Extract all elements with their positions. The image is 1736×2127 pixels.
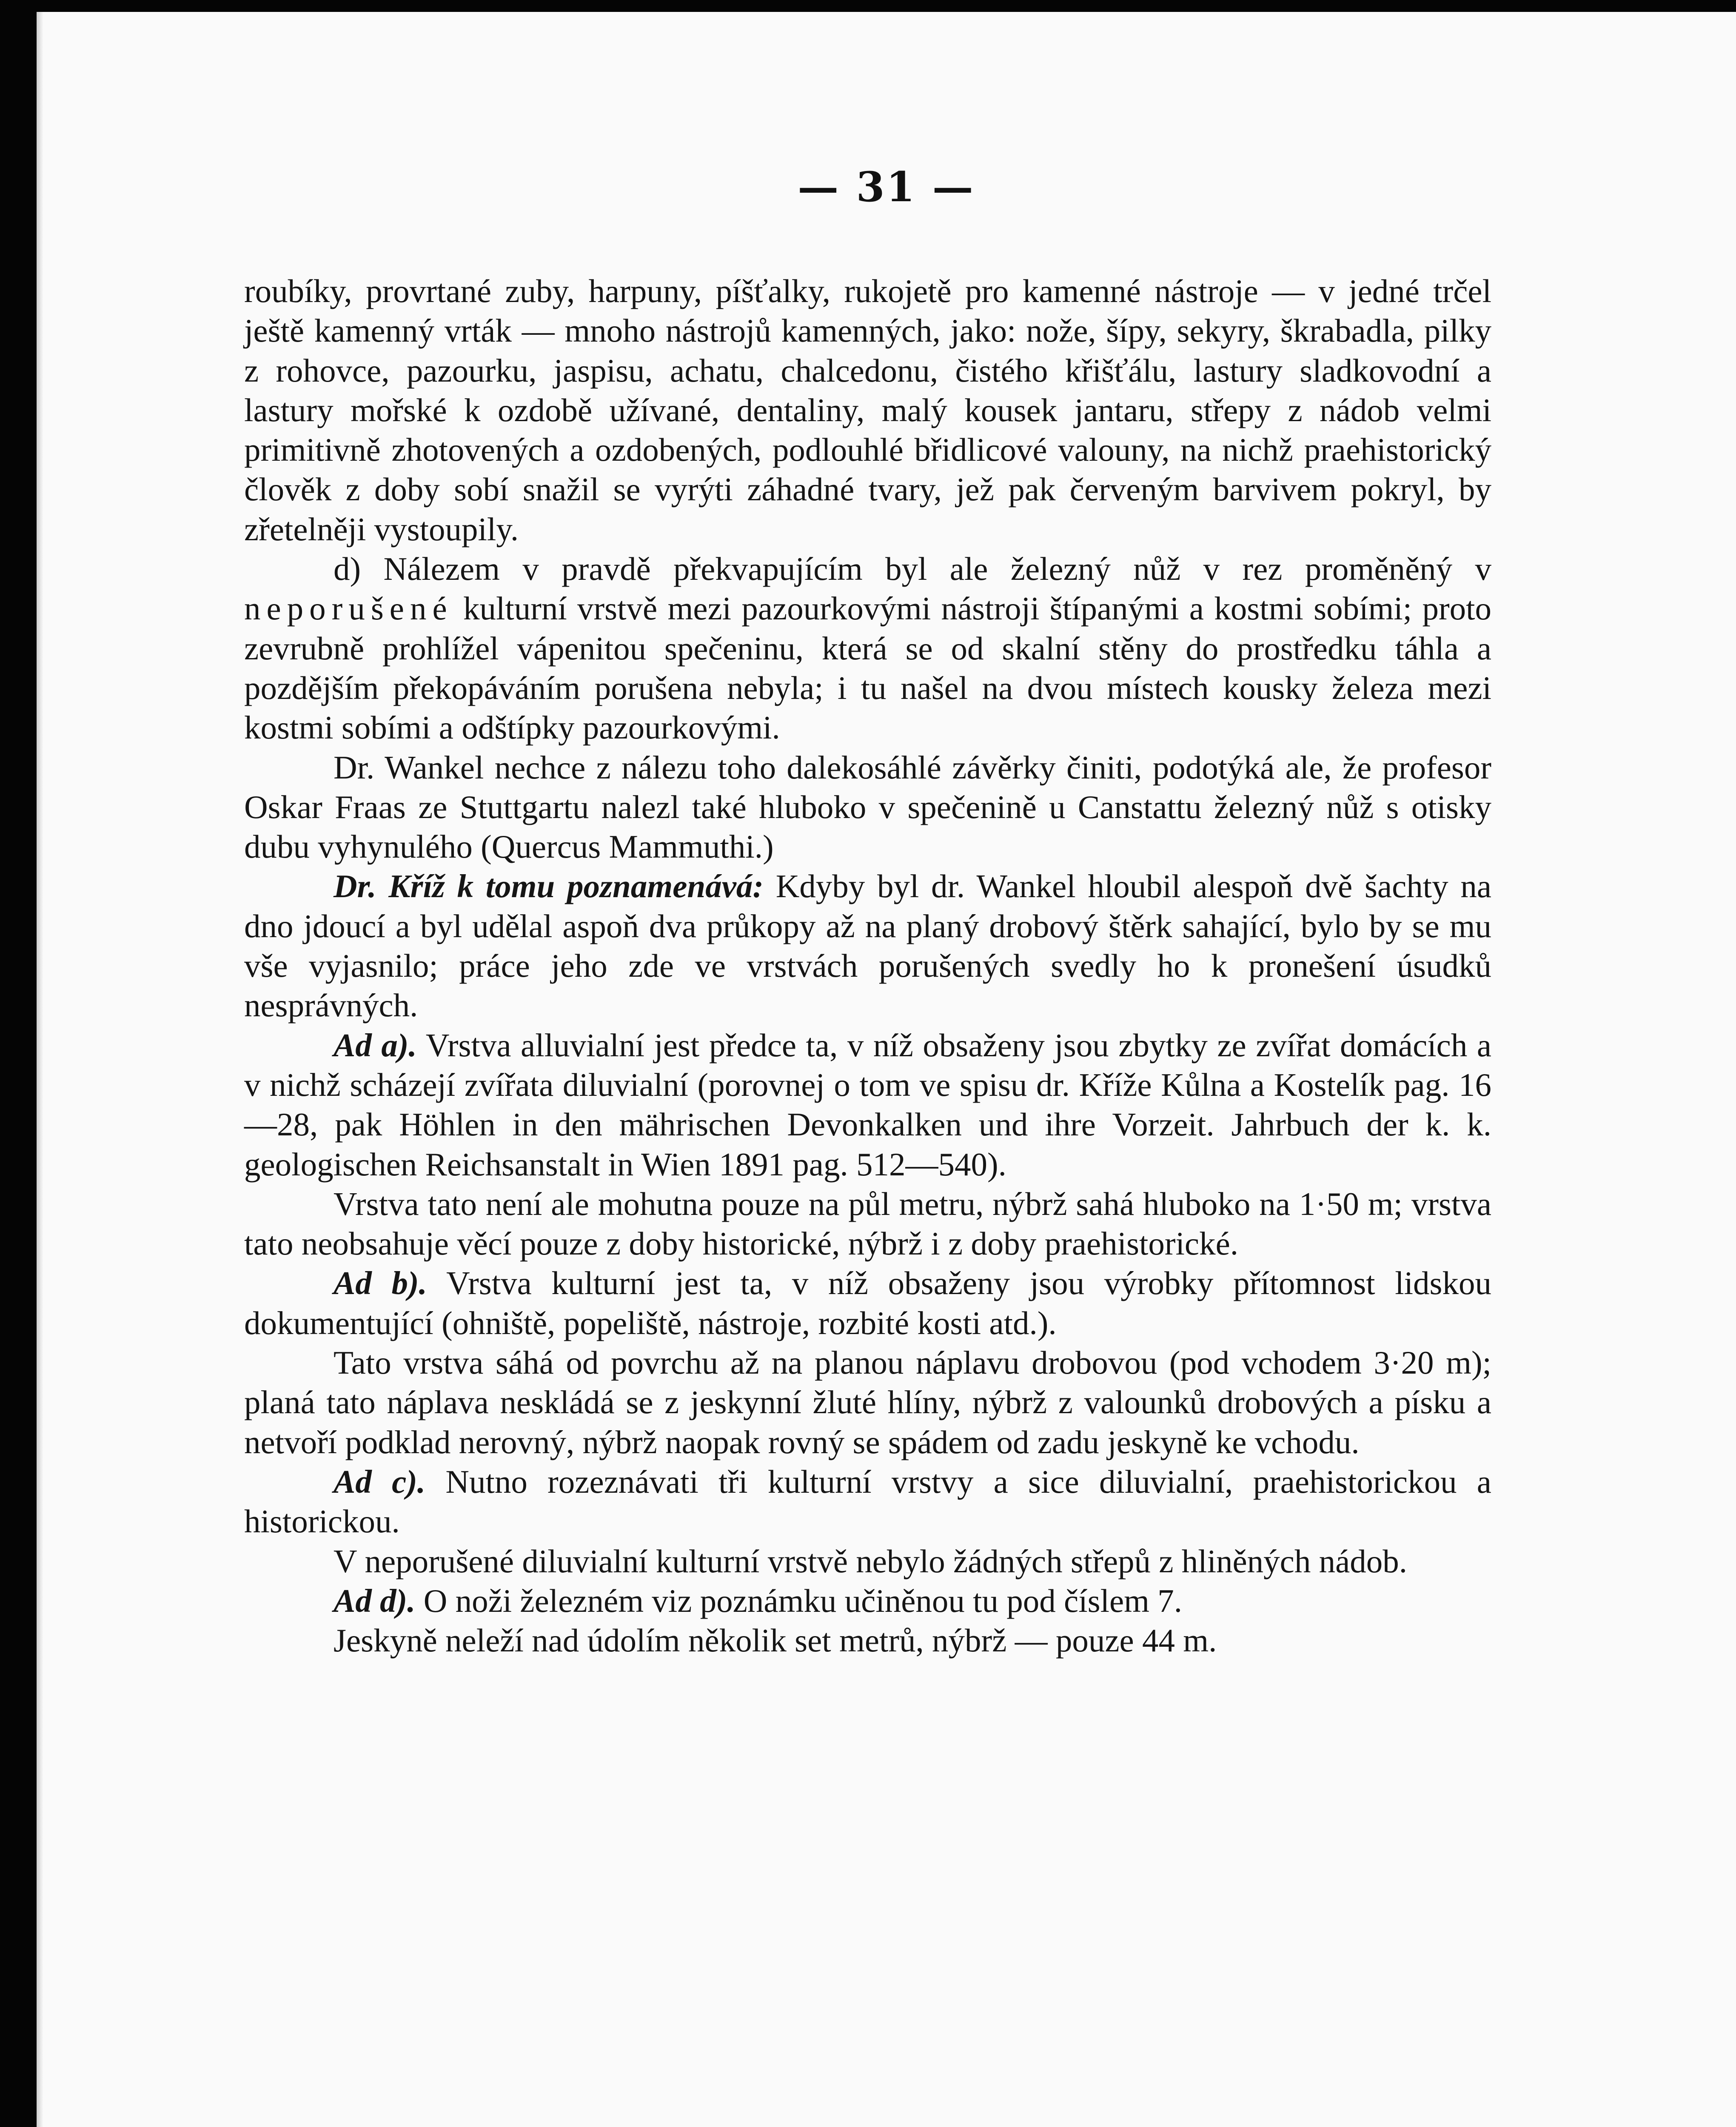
page-edge-shadow [37,12,43,2127]
emphasis-neporusene: neporušené [244,590,453,627]
paragraph-10: V neporušené diluvialní kulturní vrstvě nebylo žádných střepů z hliněných nádob. [334,1543,1408,1580]
paragraph-1: roubíky, provrtané zuby, harpuny, píšťalky, rukojetě pro kamenné nástroje — v jedné trčel ještě kamenný vrták — mnoho nástrojů kamenných, jako: nože, šípy, sekyry, škrabadla, pilky z rohovce, pazourku, jaspisu, achatu, chalcedonu, čistého křišťálu, lastury sladkovodní a lastury mořské k ozdobě užívané, dentaliny, malý kousek jantaru, střepy z nádob velmi primitivně zhotovených a ozdobených, podlouhlé břidlicové valouny, na nichž praehistorický člověk z doby sobí snažil se vyrýti záhadné tvary, jež pak červeným barvivem pokryl, by zřetelněji vystoupily. [244,273,1491,547]
paragraph-9-body: Nutno rozeznávati tři kulturní vrstvy a sice diluvialní, praehistorickou a historickou. [244,1463,1491,1540]
paragraph-8: Tato vrstva sáhá od povrchu až na planou náplavu drobovou (pod vchodem 3·20 m); planá tato náplava neskládá se z jeskynní žluté hlíny, nýbrž z valounků drobových a písku a netvoří podklad nerovný, nýbrž naopak rovný se spádem od zadu jeskyně ke vchodu. [244,1344,1491,1460]
paragraph-11 [244,1581,1491,1621]
paragraph-2 [244,549,1491,747]
paragraph-5-body: Vrstva alluvialní jest předce ta, v níž obsaženy jsou zbytky ze zvířat domácích a v nichž scházejí zvířata diluvialní (porovnej o tom ve spisu dr. Kříže Kůlna a Kostelík pag. 16—28, pak Höhlen in den mährischen Devonkalken und ihre Vorzeit. Jahrbuch der k. k. geologischen Reichsanstalt in Wien 1891 pag. 512—540). [244,1026,1492,1183]
paragraph-9-lead: Ad c). [334,1463,426,1500]
paragraph-4-lead: Dr. Kříž k tomu poznamenává: [334,868,764,905]
paragraph-4-body: Kdyby byl dr. Wankel hloubil alespoň dvě šachty na dno jdoucí a byl udělal aspoň dva průkopy až na planý drobový štěrk sahající, bylo by se mu vše vyjasnilo; práce jeho zde ve vrstvách porušených svedly ho k pronešení úsudků nesprávných. [244,868,1491,1024]
paragraph-11-body: O noži železném viz poznámku učiněnou tu pod číslem 7. [423,1582,1183,1619]
paragraph-2-start: d) Nálezem v pravdě překvapujícím byl ale železný nůž v rez proměněný v [334,550,1491,587]
paragraph-5-lead: Ad a). [334,1026,417,1064]
paragraph-4 [244,867,1491,1025]
page-sheet [37,12,1736,2127]
page-number: — 31 — [798,163,975,211]
paragraph-11-lead: Ad d). [334,1582,416,1619]
paragraph-7-body: Vrstva kulturní jest ta, v níž obsaženy jsou výrobky přítomnost lidskou dokumentující (ohniště, popeliště, nástroje, rozbité kosti atd.). [244,1265,1492,1341]
paragraph-6: Vrstva tato není ale mohutna pouze na půl metru, nýbrž sahá hluboko na 1·50 m; vrstva tato neobsahuje věcí pouze z doby historické, nýbrž i z doby praehistorické. [244,1185,1491,1262]
paragraph-7-lead: Ad b). [334,1265,427,1302]
body-text [244,271,1491,1660]
paragraph-5 [244,1026,1491,1184]
paragraph-12: Jeskyně neleží nad údolím několik set metrů, nýbrž — pouze 44 m. [334,1622,1217,1659]
paragraph-9 [244,1462,1491,1542]
paragraph-2-end: kulturní vrstvě mezi pazourkovými nástroji štípanými a kostmi sobími; proto zevrubně prohlížel vápenitou spečeninu, která se od skalní stěny do prostředku táhla a pozdějším překopáváním porušena nebyla; i tu našel na dvou místech kousky železa mezi kostmi sobími a odštípky pazourkovými. [244,590,1491,746]
paragraph-7 [244,1263,1491,1343]
paragraph-3: Dr. Wankel nechce z nálezu toho dalekosáhlé závěrky činiti, podotýká ale, že profesor Oskar Fraas ze Stuttgartu nalezl také hluboko v spečenině u Canstattu železný nůž s otisky dubu vyhynulého (Quercus Mammuthi.) [244,749,1491,865]
